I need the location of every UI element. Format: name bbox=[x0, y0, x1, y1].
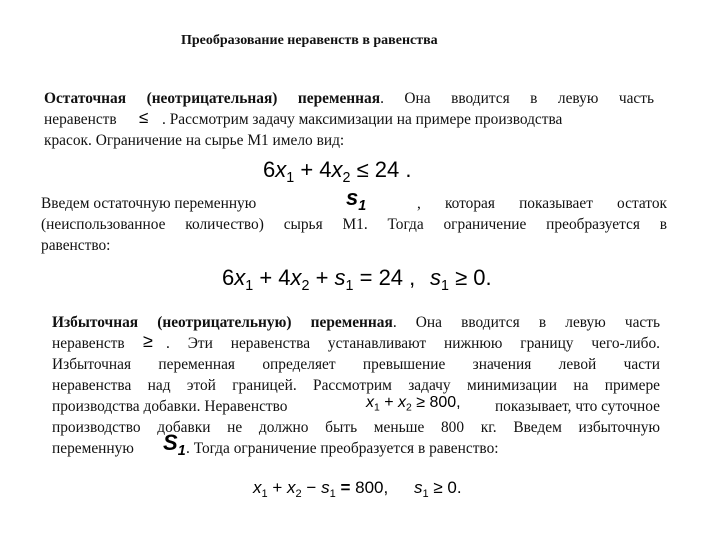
surplus-line-1-rest: . Она вводится в левую часть bbox=[392, 314, 660, 331]
surplus-equation: $x_1 + x_2 - s_1 = 800$, bbox=[253, 478, 389, 500]
slack-variable: $s_1$ bbox=[346, 185, 367, 214]
surplus-line-4: неравенства над этой границей. Рассмотрим задачу минимизации на примере bbox=[52, 377, 660, 394]
less-equal-sign: ≤ bbox=[139, 108, 149, 127]
slack-line-2-text: . Рассмотрим задачу максимизации на примере производства bbox=[162, 111, 563, 128]
constraint-formula: $6x_1 + 4x_2 \le 24$ . bbox=[263, 157, 412, 186]
surplus-line-3: Избыточная переменная определяет превышение значения левой части bbox=[52, 356, 660, 373]
greater-equal-sign: ≥ bbox=[143, 331, 153, 351]
surplus-line-2-text: . Эти неравенства устанавливают нижнюю границу чего-либо. bbox=[166, 335, 660, 352]
surplus-line-2-label: неравенств bbox=[52, 335, 125, 352]
surplus-heading: Избыточная (неотрицательную) переменная bbox=[52, 314, 393, 331]
slack-intro-a: Введем остаточную переменную bbox=[41, 195, 257, 212]
surplus-nonnegativity: $s_1 \ge 0$. bbox=[414, 478, 462, 500]
surplus-line-5-a: производства добавки. Неравенство bbox=[52, 398, 288, 415]
surplus-line-7-b: . Тогда ограничение преобразуется в равенство: bbox=[186, 440, 499, 457]
page-title: Преобразование неравенств в равенства bbox=[181, 33, 438, 48]
slack-equation: $6x_1 + 4x_2 + s_1 = 24$ , bbox=[222, 265, 416, 294]
slack-line-6: равенство: bbox=[41, 237, 111, 254]
slack-line-3 bbox=[44, 130, 344, 151]
surplus-variable: $S_1$ bbox=[163, 430, 186, 459]
slack-line-5: (неиспользованное количество) сырья M1. Тогда ограничение преобразуется в bbox=[41, 216, 667, 233]
slack-line-1 bbox=[44, 88, 654, 109]
surplus-line-7-a: переменную bbox=[52, 440, 134, 457]
surplus-inline-inequality: $x_1 + x_2 \ge 800$, bbox=[366, 394, 461, 414]
slack-line-1-rest: . Она вводится в левую часть bbox=[380, 90, 654, 107]
surplus-line-6: производство добавки не должно быть меньше 800 кг. Введем избыточную bbox=[52, 419, 660, 436]
slack-intro-b: , которая показывает остаток bbox=[417, 195, 667, 212]
slack-line-3-text: красок. Ограничение на сырье M1 имело вид: bbox=[44, 132, 345, 149]
slack-heading: Остаточная (неотрицательная) переменная bbox=[44, 90, 381, 107]
surplus-line-1 bbox=[52, 312, 660, 333]
surplus-line-5-b: показывает, что суточное bbox=[494, 398, 660, 415]
slack-line-2-label: неравенств bbox=[44, 111, 117, 128]
slack-nonnegativity: $s_1 \ge 0$. bbox=[430, 265, 492, 294]
